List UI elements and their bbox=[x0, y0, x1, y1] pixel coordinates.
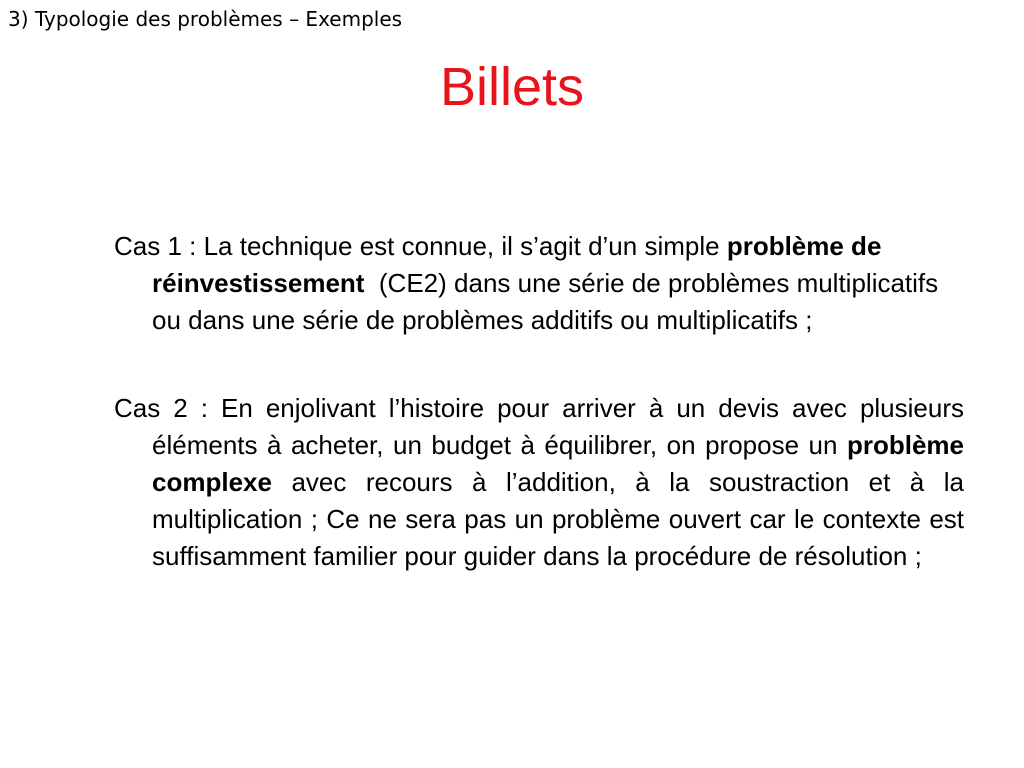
section-header: 3) Typologie des problèmes – Exemples bbox=[8, 7, 403, 31]
slide-title: Billets bbox=[439, 57, 585, 117]
case-2-paragraph bbox=[114, 390, 964, 575]
case-2-text-start: Cas 2 : En enjolivant l’histoire pour arriver à un devis avec plusieurs éléments à acheter, un budget à équilibrer, on propose un bbox=[114, 393, 964, 460]
case-1-bold-term: problème de réinvestissement bbox=[152, 231, 882, 298]
case-1-paragraph bbox=[114, 228, 952, 339]
case-1-text-end: (CE2) dans une série de problèmes multiplicatifs ou dans une série de problèmes additifs ou multiplicatifs ; bbox=[152, 268, 946, 335]
slide-body bbox=[114, 228, 964, 575]
case-1-text-start: Cas 1 : La technique est connue, il s’agit d’un simple bbox=[114, 231, 727, 261]
case-2-bold-term: problème complexe bbox=[152, 430, 964, 497]
case-2-text-end: avec recours à l’addition, à la soustraction et à la multiplication ; Ce ne sera pas un problème ouvert car le contexte est suffisamment familier pour guider dans la procédure de résolution ; bbox=[152, 467, 964, 571]
